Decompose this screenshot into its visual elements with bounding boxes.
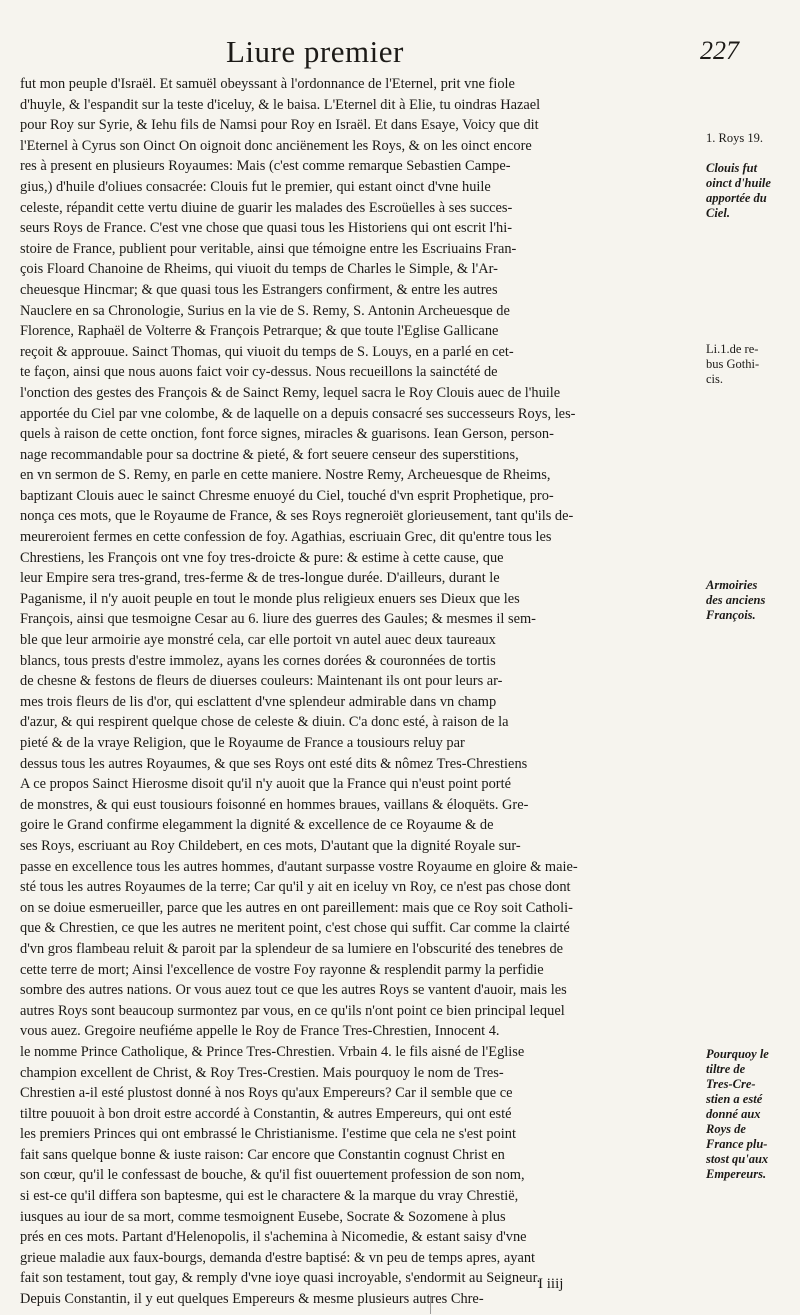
margin-note-line: donné aux bbox=[706, 1107, 761, 1121]
text-line: d'vn gros flambeau reluit & paroit par la splendeur de sa lumiere en l'obscurité des tenebres de bbox=[20, 940, 564, 957]
text-line: tiltre pouuoit à bon droit estre accordé à Constantin, & autres Empereurs, qui ont esté bbox=[20, 1105, 512, 1122]
margin-note-line: cis. bbox=[706, 372, 724, 386]
text-line: l'onction des gestes des François & de Sainct Remy, lequel sacra le Roy Clouis auec de l'huile bbox=[20, 384, 561, 401]
margin-note-line: Li.1.de re- bbox=[706, 342, 759, 356]
margin-note-line: Armoiries bbox=[706, 578, 758, 592]
text-line: son cœur, qu'il le confessast de bouche, & qu'il fist ouuertement profession de son nom, bbox=[20, 1167, 525, 1184]
text-line: goire le Grand confirme elegamment la dignité & excellence de ce Royaume & de bbox=[20, 817, 494, 834]
text-line: res à present en plusieurs Royaumes: Mais (c'est comme remarque Sebastien Campe- bbox=[20, 158, 511, 175]
bottom-divider bbox=[430, 1296, 435, 1314]
text-line: pour Roy sur Syrie, & Iehu fils de Namsi pour Roy en Israël. Et dans Esaye, Voicy que dit bbox=[20, 117, 539, 134]
text-line: Chrestiens, les François ont vne foy tres-droicte & pure: & estime à cette cause, que bbox=[20, 549, 504, 566]
margin-note-line: Clouis fut bbox=[706, 161, 758, 175]
text-line: seurs Roys de France. C'est vne chose que quasi tous les Historiens qui ont escrit l'hi- bbox=[20, 220, 512, 237]
text-line: prés en ces mots. Partant d'Helenopolis, il s'achemina à Nicomedie, & estant saisy d'vne bbox=[20, 1229, 527, 1246]
margin-note bbox=[706, 131, 763, 146]
text-line: Depuis Constantin, il y eut quelques Empereurs & mesme plusieurs autres Chre- bbox=[20, 1291, 484, 1308]
text-line: grieue maladie aux faux-bourgs, demanda d'estre baptisé: & vn peu de temps apres, ayant bbox=[20, 1249, 536, 1266]
page-header bbox=[0, 34, 800, 74]
text-line: nonça ces mots, que le Royaume de France, & ses Roys regneroiët glorieusement, tant qu'ils de- bbox=[20, 508, 574, 525]
text-line: Chrestien a-il esté plustost donné à nos Roys qu'aux Empereurs? Car il semble que ce bbox=[20, 1085, 513, 1102]
text-line: reçoit & approuue. Sainct Thomas, qui viuoit du temps de S. Louys, en a parlé en cet- bbox=[20, 343, 514, 360]
running-title: Liure premier bbox=[226, 34, 404, 69]
margin-note-line: Ciel. bbox=[706, 206, 730, 220]
text-line: cette terre de mort; Ainsi l'excellence de vostre Foy rayonne & resplendit parmy la perfidie bbox=[20, 961, 544, 978]
margin-note-line: Roys de bbox=[706, 1122, 746, 1136]
margin-note-line: François. bbox=[706, 608, 756, 622]
text-line: que & Chrestien, ce que les autres ne meritent point, c'est chose qui suffit. Car comme la clairté bbox=[20, 920, 570, 937]
margin-note bbox=[706, 161, 771, 221]
text-line: apportée du Ciel par vne colombe, & de laquelle on a depuis consacré ses successeurs Roys, les- bbox=[20, 405, 576, 422]
margin-note bbox=[706, 1047, 769, 1182]
text-line: de chesne & festons de fleurs de diuerses couleurs: Maintenant ils ont pour leurs ar- bbox=[20, 673, 503, 690]
page-number: 227 bbox=[700, 36, 739, 65]
margin-note-line: bus Gothi- bbox=[706, 357, 760, 371]
text-line: fait sans quelque bonne & iuste raison: Car encore que Constantin cognust Christ en bbox=[20, 1146, 505, 1163]
margin-note-line: tiltre de bbox=[706, 1062, 746, 1076]
margin-note bbox=[706, 342, 759, 387]
margin-note-line: oinct d'huile bbox=[706, 176, 771, 190]
text-line: on se doiue esmerueiller, parce que les autres en ont pareillement: mais que ce Roy soit Catholi- bbox=[20, 899, 573, 916]
text-line: ble que leur armoirie aye monstré cela, car elle portoit vn autel auec deux taureaux bbox=[20, 632, 496, 649]
margin-note-line: des anciens bbox=[706, 593, 766, 607]
text-line: fut mon peuple d'Israël. Et samuël obeyssant à l'ordonnance de l'Eternel, prit vne fiole bbox=[20, 76, 515, 92]
text-line: mes trois fleurs de lis d'or, qui esclattent d'vne splendeur admirable dans vn champ bbox=[20, 693, 497, 710]
text-line: de monstres, & qui eust tousiours foisonné en hommes braues, vaillans & éloquëts. Gre- bbox=[20, 796, 529, 813]
text-line: sombre des autres nations. Or vous auez tout ce que les autres Roys se vantent d'auoir, mais les bbox=[20, 982, 567, 999]
margin-note-line: Tres-Cre- bbox=[706, 1077, 756, 1091]
text-line: iusques au iour de sa mort, comme tesmoignent Eusebe, Socrate & Sozomene à plus bbox=[20, 1208, 506, 1225]
margin-note-line: Empereurs. bbox=[706, 1167, 767, 1181]
body-text bbox=[20, 74, 696, 1310]
text-line: champion excellent de Christ, & Roy Tres-Crestien. Mais pourquoy le nom de Tres- bbox=[20, 1064, 504, 1081]
margin-note-line: 1. Roys 19. bbox=[706, 131, 763, 145]
text-line: Nauclere en sa Chronologie, Surius en la vie de S. Remy, S. Antonin Archeuesque de bbox=[20, 302, 510, 319]
margin-note bbox=[706, 578, 765, 623]
text-line: autres Roys sont beaucoup surmontez par vous, en ce qu'ils n'ont point ce bien principal lequel bbox=[20, 1002, 565, 1019]
text-line: en vn sermon de S. Remy, en parle en cette maniere. Nostre Remy, Archeuesque de Rheims, bbox=[20, 467, 551, 484]
text-line: baptizant Clouis auec le sainct Chresme enuoyé du Ciel, touché d'vn esprit Prophetique, pro- bbox=[20, 487, 554, 504]
text-line: les premiers Princes qui ont embrassé le Christianisme. I'estime que cela ne s'est point bbox=[20, 1126, 516, 1143]
text-line: nage recommandable pour sa doctrine & pieté, & fort seuere censeur des superstitions, bbox=[20, 446, 519, 463]
text-line: fait son testament, tout gay, & remply d'vne ioye quasi incroyable, s'endormit au Seigneur. bbox=[20, 1270, 541, 1287]
text-line: blancs, tous prests d'estre immolez, ayans les cornes dorées & couronnées de tortis bbox=[20, 652, 496, 669]
text-line: sté tous les autres Royaumes de la terre; Car qu'il y ait en iceluy vn Roy, ce n'est pas chose dont bbox=[20, 879, 571, 896]
text-line: çois Floard Chanoine de Rheims, qui viuoit du temps de Charles le Simple, & l'Ar- bbox=[20, 261, 498, 278]
text-line: celeste, répandit cette vertu diuine de guarir les malades des Escroüelles à ses succes- bbox=[20, 199, 513, 216]
text-line: d'azur, & qui respirent quelque chose de celeste & diuin. C'a donc esté, à raison de la bbox=[20, 714, 509, 731]
text-line: Florence, Raphaël de Volterre & François Petrarque; & que toute l'Eglise Gallicane bbox=[20, 323, 499, 340]
text-line: d'huyle, & l'espandit sur la teste d'iceluy, & le baisa. L'Eternel dit à Elie, tu oindras Hazael bbox=[20, 96, 541, 113]
text-line: gius,) d'huile d'oliues consacrée: Clouis fut le premier, qui estant oinct d'vne huile bbox=[20, 178, 491, 195]
text-line: le nomme Prince Catholique, & Prince Tres-Chrestien. Vrbain 4. le fils aisné de l'Eglise bbox=[20, 1043, 525, 1060]
margin-note-line: apportée du bbox=[706, 191, 767, 205]
text-line: ses Roys, escriuant au Roy Childebert, en ces mots, D'autant que la dignité Royale sur- bbox=[20, 837, 521, 854]
text-line: si est-ce qu'il differa son baptesme, qui est le charactere & la marque du vray Chrestië, bbox=[20, 1188, 519, 1205]
text-line: l'Eternel à Cyrus son Oinct On oignoit donc anciënement les Roys, & on les oinct encore bbox=[20, 137, 532, 154]
text-line: meureroient fermes en cette confession de foy. Agathias, escriuain Grec, dit qu'entre tous les bbox=[20, 529, 552, 546]
text-line: cheuesque Hincmar; & que quasi tous les Estrangers confirment, & entre les autres bbox=[20, 281, 498, 298]
text-line: pieté & de la vraye Religion, que le Royaume de France a tousiours reluy par bbox=[20, 735, 465, 751]
margin-note-line: stien a esté bbox=[706, 1092, 763, 1106]
text-line: leur Empire sera tres-grand, tres-ferme & de tres-longue durée. D'ailleurs, durant le bbox=[20, 570, 500, 587]
text-line: François, ainsi que tesmoigne Cesar au 6. liure des guerres des Gaules; & mesmes il sem- bbox=[20, 611, 536, 628]
margin-note-line: France plu- bbox=[706, 1137, 768, 1151]
margin-note-line: Pourquoy le bbox=[706, 1047, 769, 1061]
signature-mark: I iiij bbox=[538, 1276, 564, 1292]
text-line: vous auez. Gregoire neufiéme appelle le Roy de France Tres-Chrestien, Innocent 4. bbox=[20, 1023, 500, 1040]
text-line: dessus tous les autres Royaumes, & que ses Roys ont esté dits & nômez Tres-Chrestiens bbox=[20, 755, 528, 772]
text-line: quels à raison de cette onction, font force signes, miracles & guarisons. Iean Gerson, person- bbox=[20, 426, 554, 443]
text-line: Paganisme, il n'y auoit peuple en tout le monde plus religieux enuers ses Dieux que les bbox=[20, 590, 520, 607]
text-line: passe en excellence tous les autres hommes, d'autant surpasse vostre Royaume en gloire & maie- bbox=[20, 858, 578, 875]
text-line: stoire de France, publient pour veritable, ainsi que témoigne entre les Escriuains Fran- bbox=[20, 240, 517, 257]
margin-note-line: stost qu'aux bbox=[706, 1152, 769, 1166]
text-line: A ce propos Sainct Hierosme disoit qu'il n'y auoit que la France qui n'eust point porté bbox=[20, 776, 511, 793]
text-line: te façon, ainsi que nous auons faict voir cy-dessus. Nous recueillons la sainctété de bbox=[20, 364, 498, 381]
